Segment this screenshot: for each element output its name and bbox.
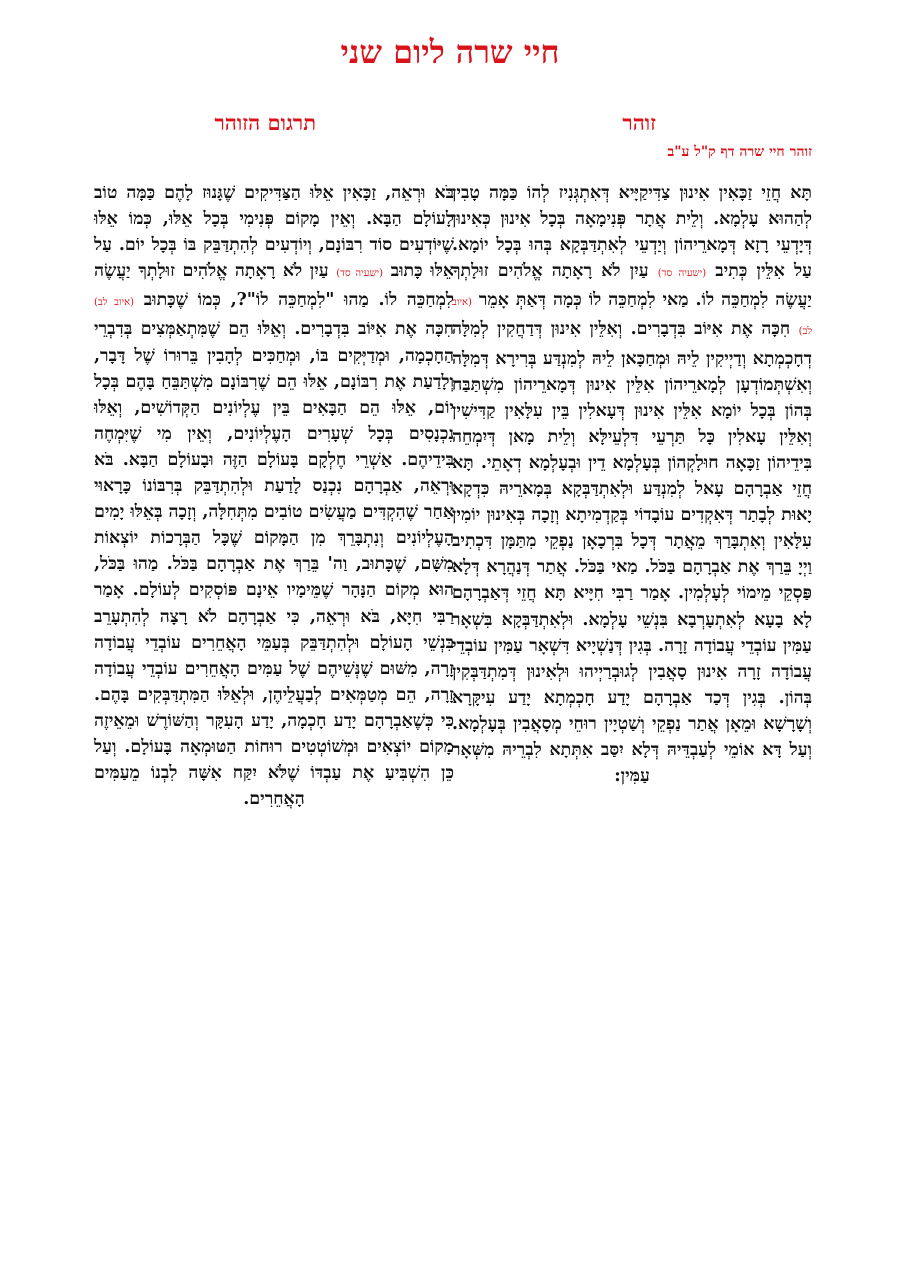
verse-reference: (ישעיה סד) xyxy=(336,268,384,280)
text-segment: תָּא חֲזֵי זַכָּאִין אִינוּן צַדִּיקַיָּיא דְּאִתְגְּנִיז לְהוֹ כַּמָּה טָבִין לְהַהוּא עָלְמָא. וְלֵית אֲתָר פְּנִימָאָה בְּכָל אִינוּן כְּאִינוּן דְּיָדְעֵי רָזָא דְּמָארֵיהוֹן וְיַדְעֵי לְאִתְדַּבְּקָא בְּהוּ בְּכָל יוֹמָא. עַל אִלֵּין כְּתִיב xyxy=(452,183,812,282)
text-segment: עַיִן לֹא רָאָתָה אֱלֹהִים זוּלָתְךָ יַעֲשֶׂה לִמְחַכֵּה לוֹ. מַהוּ "לִמְחַכֵּה לוֹ"?, כְּמוֹ שֶׁכָּתוּב xyxy=(94,261,455,311)
verse-reference: (איוב לב) xyxy=(94,297,135,309)
column-heading-aramaic: זוהר xyxy=(622,110,656,135)
verse-reference: (איוב לב) xyxy=(452,297,812,338)
verse-reference: (ישעיה סד) xyxy=(657,268,707,280)
column-heading-hebrew: תרגום הזוהר xyxy=(214,110,316,135)
aramaic-text-column xyxy=(452,180,812,789)
text-segment: עַיִן לֹא רָאָתָה אֱלֹהִים זוּלָתְךָ יַעֲשֶׂה לִמְחַכֵּה לוֹ. מַאי לִמְחַכֵּה לוֹ כְּמָה דְּאַתְּ אָמֵר xyxy=(452,261,812,311)
hebrew-translation-column xyxy=(94,180,454,812)
text-segment: חִכָּה אֶת אִיּוֹב בִּדְבָרִים. וְאֵלּוּ הֵם שֶׁמִּתְאַמְּצִים בְּדִבְרֵי הַחָכְמָה, וּמְדַיְּקִים בּוֹ, וּמְחַכִּים לְהָבִין בֵּרוּרוֹ שֶׁל דָּבָר, וְלָדַעַת אֶת רִבּוֹנָם, אֵלּוּ הֵם שֶׁרִבּוֹנָם מִשְׁתַּבֵּחַ בָּהֶם בְּכָל יוֹם, אֵלּוּ הֵם הַבָּאִים בֵּין עֶלְיוֹנִים הַקְּדוֹשִׁים, וְאֵלּוּ נִכְנָסִים בְּכָל שְׁעָרִים הָעֶלְיוֹנִים, וְאֵין מִי שֶׁיִּמְחֶה בִּידֵיהֶם. אַשְׁרֵי חֶלְקָם בָּעוֹלָם הַזֶּה וּבָעוֹלָם הַבָּא. בֹּא וּרְאֵה, אַבְרָהָם נִכְנַס לָדַעַת וּלְהִתְדַּבֵּק בְּרִבּוֹנוֹ כָּרָאוּי אַחַר שֶׁהִקְדִּים מַעֲשִׂים טוֹבִים מִתְּחִלָּה, וְזָכָה בְּאֵלּוּ יָמִים הָעֶלְיוֹנִים וְנִתְבָּרֵךְ מִן הַמָּקוֹם שֶׁכָּל הַבְּרָכוֹת יוֹצְאוֹת מִשָּׁם, שֶׁכָּתוּב, וַה' בֵּרַךְ אֶת אַבְרָהָם בַּכֹּל. מַהוּ בַּכֹּל, הוּא מְקוֹם הַנָּהָר שֶׁמֵּימָיו אֵינָם פּוֹסְקִים לְעוֹלָם. אָמַר רַבִּי חִיָּא, בֹּא וּרְאֵה, כִּי אַבְרָהָם לֹא רָצָה לְהִתְעָרֵב בִּנְשֵׁי הָעוֹלָם וּלְהִתְדַּבֵּק בְּעַמֵּי הָאֲחֵרִים עוֹבְדֵי עֲבוֹדָה זָרָה, מִשּׁוּם שֶׁנְּשֵׁיהֶם שֶׁל עַמִּים הָאֲחֵרִים עוֹבְדֵי עֲבוֹדָה זָרָה, הֵם מְטַמְּאִים לְבַעֲלֵיהֶן, וּלְאֵלּוּ הַמִּתְדַּבְּקִים בָּהֶם. כִּי כְּשֶׁאַבְרָהָם יָדַע חָכְמָה, יָדַע הָעִקָּר וְהַשּׁוֹרֶשׁ וּמֵאֵיזֶה מָקוֹם יוֹצְאִים וּמְשׁוֹטְטִים רוּחוֹת הַטּוּמְאָה בָּעוֹלָם. וְעַל כֵּן הִשְׁבִּיעַ אֶת עַבְדּוֹ שֶׁלֹּא יִקַּח אִשָּׁה לִבְנוֹ מֵעַמִּים הָאֲחֵרִים. xyxy=(93,319,454,810)
text-segment: חִכָּה אֶת אִיּוֹב בִּדְבָרִים. וְאִלֵּין אִינוּן דְּדַחֲקִין לְמִלָּה דְחָכְמְתָא וְדַיְיקִין לֵיהּ וּמְחַכָּאן לֵיהּ לְמִנְדַּע בְּרִירָא דְּמִלָּה וְאִשְׁתְּמוֹדְעָן לְמָארֵיהוֹן אִלֵּין אִינוּן דְּמָארֵיהוֹן מִשְׁתַּבַּח בְּהוֹן בְּכָל יוֹמָא אִלֵּין אִינוּן דְּעָאלִין בֵּין עִלָּאִין קַדִּישִׁין וְאִלֵּין עָאלִין כָּל תַּרְעֵי דִּלְעֵילָּא וְלֵית מָאן דְּיִמְחֵה בִּידֵיהוֹן זַכָּאָה חוּלָקְהוֹן בְּעָלְמָא דֵין וּבְעָלְמָא דְאָתֵי. תָּא חֲזֵי אַבְרָהָם עָאל לְמִנְדַּע וּלְאִתְדַּבְּקָא בְּמָארֵיהּ כִּדְקָא יָאוּת לְבָתַר דְּאִקְדִים עוֹבָדוֹי בְּקַדְמִיתָא וְזָכָה בְּאִינוּן יוֹמִין עִלָּאִין וְאִתְבָּרַךְ מֵאֲתָר דְּכָל בִּרְכָאָן נַפְקֵי מִתַּמָּן דִּכְתִיב וַיְיָ בֵּרַךְ אֶת אַבְרָהָם בַּכֹּל. מַאי בַּכֹּל. אֲתַר דְּנַהֲרָא דְּלָא פַּסְקֵי מֵימוֹי לְעָלְמִין. אָמַר רַבִּי חִיָּיא תָּא חֲזֵי דְּאַבְרָהָם לָא בָעָא לְאִתְעָרְבָא בִּנְשֵׁי עָלְמָא. וּלְאִתְדַּבְּקָא בִּשְׁאָר עַמִּין עוֹבְדֵי עֲבוֹדָה זָרָה. בְּגִין דְּנַשְׁיָיא דִּשְׁאָר עַמִּין עוֹבְדֵי עֲבוֹדָה זָרָה אִינוּן סָאֲבִין לְגוּבְרַיְיהוּ וּלְאִינוּן דְּמִתְדַּבְּקִין בְּהוֹן. בְּגִין דְּכַד אַבְרָהָם יָדַע חָכְמְתָא יָדַע עִיקָּרָא וְשָׁרָשָׁא וּמֵאָן אֲתַר נַפְקֵי וְשַׁטְיָין רוּחֵי מְסָאֲבִין בְּעָלְמָא. וְעַל דָּא אוֹמֵי לְעַבְדֵּיהּ דְּלָא יִסַּב אִתְּתָא לִבְרֵיהּ מִשְּׁאָר עַמִּין: xyxy=(452,319,812,787)
page-title: חיי שרה ליום שני xyxy=(340,33,560,71)
source-reference: זוהר חיי שרה דף ק"ל ע"ב xyxy=(667,144,812,160)
text-segment: בֹּא וּרְאֵה, זַכָּאִין אֵלּוּ הַצַּדִּיקִים שֶׁגָּנוּז לָהֶם כַּמָּה טוֹב לָעוֹלָם הַבָּא. וְאֵין מָקוֹם פְּנִימִי בְּכָל אֵלּוּ, כְּמוֹ אֵלּוּ שֶׁיּוֹדְעִים סוֹד רִבּוֹנָם, וְיוֹדְעִים לְהִתְדַּבֵּק בּוֹ בְּכָל יוֹם. עַל אֵלּוּ כָּתוּב xyxy=(94,183,455,282)
